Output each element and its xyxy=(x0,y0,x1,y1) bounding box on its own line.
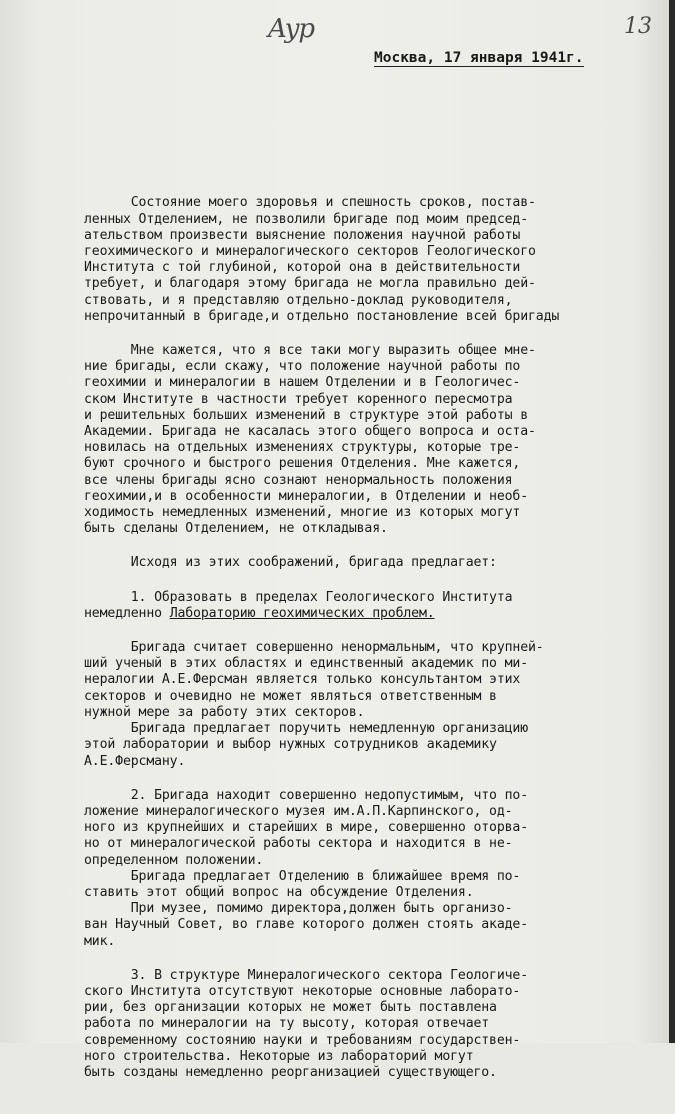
text-line: ван Научный Совет, во главе которого должен стоять акаде- xyxy=(84,917,529,933)
text-line: требует, и благодаря этому бригада не могла правильно дей- xyxy=(84,276,536,292)
text-line: Института с той глубиной, которой она в действительности xyxy=(84,260,521,276)
text-line: ствовать, и я представляю отдельно-доклад руководителя, xyxy=(84,292,513,308)
text-line: нералогии А.Е.Ферсман является только консультантом этих xyxy=(84,672,521,688)
text-line: 1. Образовать в пределах Геологического Института xyxy=(84,589,513,605)
text-line: ском Институте в частности требует коренного пересмотра xyxy=(84,391,513,407)
text-line: ние бригады, если скажу, что положение научной работы по xyxy=(84,359,521,375)
text-line: быть сделаны Отделением, не откладывая. xyxy=(84,521,388,537)
text-line: ходимость немедленных изменений, многие из которых могут xyxy=(84,505,521,521)
text-line: непрочитанный в бригаде,и отдельно постановление всей бригады xyxy=(84,308,560,324)
text-line: ложение минералогического музея им.А.П.Карпинского, од- xyxy=(84,803,513,819)
text-line: геохимии,и в особенности минералогии, в Отделении и необ- xyxy=(84,488,529,504)
text-line: ательством произвести выяснение положения научной работы xyxy=(84,227,521,243)
text-line: рии, без организации которых не может быть поставлена xyxy=(84,1000,497,1016)
text-line: этой лаборатории и выбор нужных сотрудников академику xyxy=(84,737,497,753)
text-line: работа по минералогии на ту высоту, которая отвечает xyxy=(84,1016,490,1032)
text-line: Состояние моего здоровья и спешность сроков, постав- xyxy=(84,195,536,211)
paragraph-2 xyxy=(84,343,674,537)
document-body xyxy=(84,163,674,1114)
text-line: и решительных больших изменений в структуре этой работы в xyxy=(84,407,529,423)
text-line: немедленно xyxy=(84,605,170,621)
text-line: Бригада предлагает поручить немедленную организацию xyxy=(84,721,529,737)
text-line: ного строительства. Некоторые из лабораторий могут xyxy=(84,1048,474,1064)
text-line: но от минералогической работы сектора и находится в не- xyxy=(84,836,513,852)
text-line: 2. Бригада находит совершенно недопустимым, что по- xyxy=(84,787,529,803)
text-line: ного из крупнейших и старейших в мире, совершенно оторва- xyxy=(84,820,529,836)
paragraph-5 xyxy=(84,640,674,770)
handwritten-page-number: 13 xyxy=(624,14,652,39)
text-line: ского Института отсутствуют некоторые основные лаборато- xyxy=(84,983,521,999)
text-line: секторов и очевидно не может являться ответственным в xyxy=(84,688,497,704)
text-line: геохимического и минералогического секторов Геологического xyxy=(84,244,536,260)
text-line: Мне кажется, что я все таки могу выразить общее мне- xyxy=(84,343,536,359)
text-line: ставить этот общий вопрос на обсуждение Отделения. xyxy=(84,884,474,900)
text-line: Исходя из этих соображений, бригада предлагает: xyxy=(84,555,497,571)
text-line: ший ученый в этих областях и единственный академик по ми- xyxy=(84,656,529,672)
text-line: Академии. Бригада не касалась этого общего вопроса и оста- xyxy=(84,424,536,440)
paragraph-1 xyxy=(84,195,674,325)
text-line: новилась на отдельных изменениях структуры, которые тре- xyxy=(84,440,521,456)
text-line: современному состоянию науки и требованиям государствен- xyxy=(84,1032,521,1048)
document-date: Москва, 17 января 1941г. xyxy=(374,50,584,66)
text-line: нужной мере за работу этих секторов. xyxy=(84,704,365,720)
lab-name-underlined: Лабораторию геохимических проблем. xyxy=(169,605,435,621)
text-line: геохимии и минералогии в нашем Отделении и в Геологичес- xyxy=(84,375,521,391)
item-2 xyxy=(84,788,674,950)
item-1 xyxy=(84,590,674,622)
item-3 xyxy=(84,968,674,1081)
text-line: быть созданы немедленно реорганизацией существующего. xyxy=(84,1064,497,1080)
paragraph-3 xyxy=(84,555,674,571)
text-line: Бригада считает совершенно ненормальным, что крупней- xyxy=(84,640,544,656)
text-line: ленных Отделением, не позволили бригаде под моим председ- xyxy=(84,211,529,227)
handwritten-annotation: Ayp xyxy=(268,14,315,44)
text-line: все члены бригады ясно сознают ненормальность положения xyxy=(84,472,513,488)
text-line: Бригада предлагает Отделению в ближайшее время по- xyxy=(84,868,521,884)
text-line: мик. xyxy=(84,933,116,949)
text-line: 3. В структуре Минералогического сектора Геологиче- xyxy=(84,967,529,983)
text-line: буют срочного и быстрого решения Отделения. Мне кажется, xyxy=(84,456,521,472)
text-line: определенном положении. xyxy=(84,852,264,868)
text-line: А.Е.Ферсману. xyxy=(84,753,186,769)
text-line: При музее, помимо директора,должен быть организо- xyxy=(84,901,513,917)
